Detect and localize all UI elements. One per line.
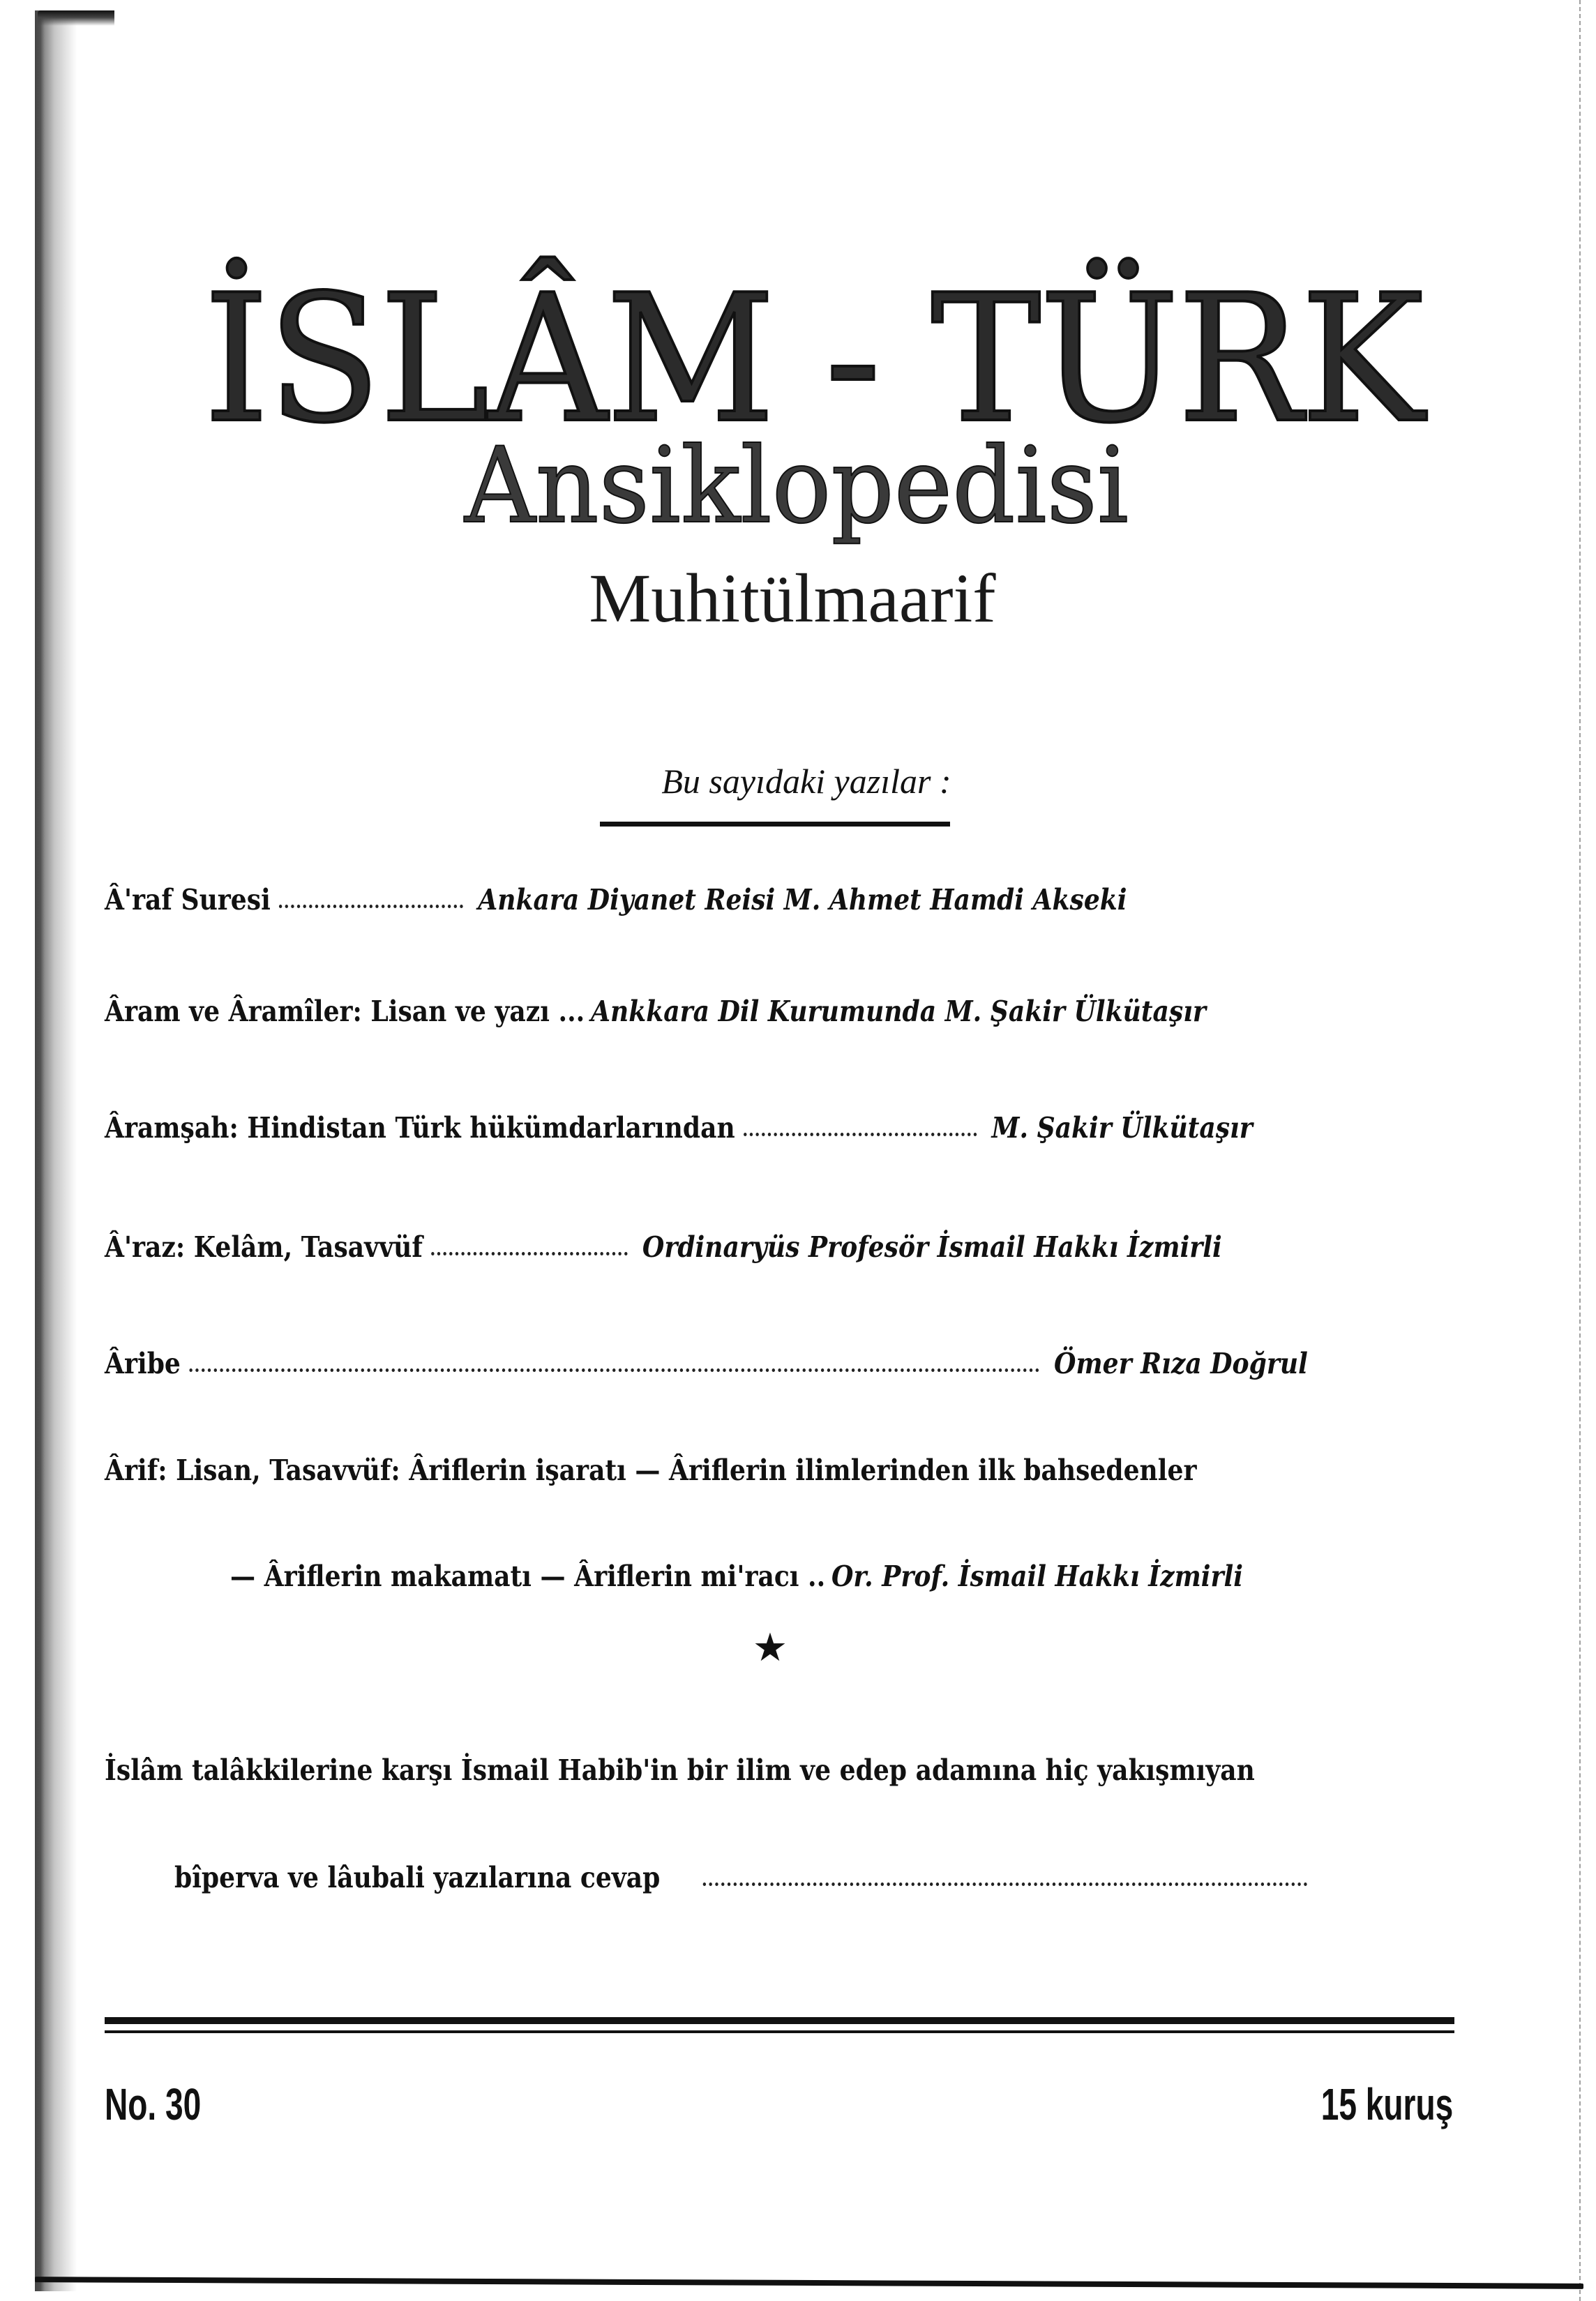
dot-leader: [431, 1252, 628, 1255]
issue-number: No. 30: [105, 2079, 202, 2129]
contents-entry: [105, 1347, 1308, 1380]
footer-rule-thick: [105, 2017, 1454, 2024]
special-article-text: bîperva ve lâubali yazılarına cevap: [174, 1861, 661, 1894]
dot-leader: [744, 1133, 977, 1136]
contents-entry-continuation: [230, 1562, 1323, 1591]
special-article-text: İslâm talâkkilerine karşı İsmail Habib'in bir ilim ve edep adamına hiç yakışmıyan: [105, 1753, 1255, 1787]
dot-leader: [189, 1368, 1039, 1372]
entry-title: Â'raz: Kelâm, Tasavvüf: [105, 1230, 423, 1264]
special-article-line-1: [105, 1753, 1308, 1787]
entry-author: M. Şakir Ülkütaşır: [991, 1111, 1253, 1145]
dot-leader: [279, 905, 463, 908]
entry-title: Ârif: Lisan, Tasavvüf: Âriflerin işaratı — Âriflerin ilimlerinden ilk bahsedenler: [105, 1454, 1197, 1487]
contents-entry: [105, 1111, 1308, 1145]
entry-title-continuation: — Âriflerin makamatı — Âriflerin mi'racı ..: [230, 1560, 826, 1593]
scan-border-bottom: [35, 2277, 1583, 2289]
entry-author: Ankara Diyanet Reisi M. Ahmet Hamdi Akseki: [478, 883, 1127, 916]
contents-entry: [105, 1230, 1308, 1264]
entry-author: Ömer Rıza Doğrul: [1054, 1347, 1308, 1380]
entry-author: Ordinaryüs Profesör İsmail Hakkı İzmirli: [642, 1230, 1222, 1264]
masthead-subtitle: Ansiklopedisi: [464, 425, 1129, 547]
price-label: 15 kuruş: [1320, 2079, 1453, 2129]
scan-border-corner: [38, 10, 114, 26]
footer-rule-thin: [105, 2030, 1454, 2033]
star-separator-icon: ★: [752, 1625, 788, 1670]
contents-heading-underline: [600, 822, 950, 827]
contents-entry: [105, 997, 1308, 1026]
entry-title: Â'raf Suresi: [105, 883, 271, 916]
contents-heading: Bu sayıdaki yazılar :: [661, 762, 951, 801]
entry-title: Âribe: [105, 1347, 181, 1380]
masthead-subtitle-secondary: Muhitülmaarif: [589, 559, 996, 637]
contents-entry: [105, 883, 1308, 916]
scan-border-right: [1577, 0, 1581, 2301]
dot-leader: [703, 1883, 1307, 1886]
special-article-line-2: [174, 1861, 1316, 1894]
contents-entry: [105, 1456, 1308, 1485]
masthead-title: İSLÂM - TÜRK: [204, 257, 1423, 462]
entry-title: Âram ve Âramîler: Lisan ve yazı ...: [105, 995, 585, 1028]
entry-author: Or. Prof. İsmail Hakkı İzmirli: [831, 1560, 1243, 1593]
entry-title: Âramşah: Hindistan Türk hükümdarlarından: [105, 1111, 735, 1145]
entry-author: Ankkara Dil Kurumunda M. Şakir Ülkütaşır: [591, 995, 1206, 1028]
